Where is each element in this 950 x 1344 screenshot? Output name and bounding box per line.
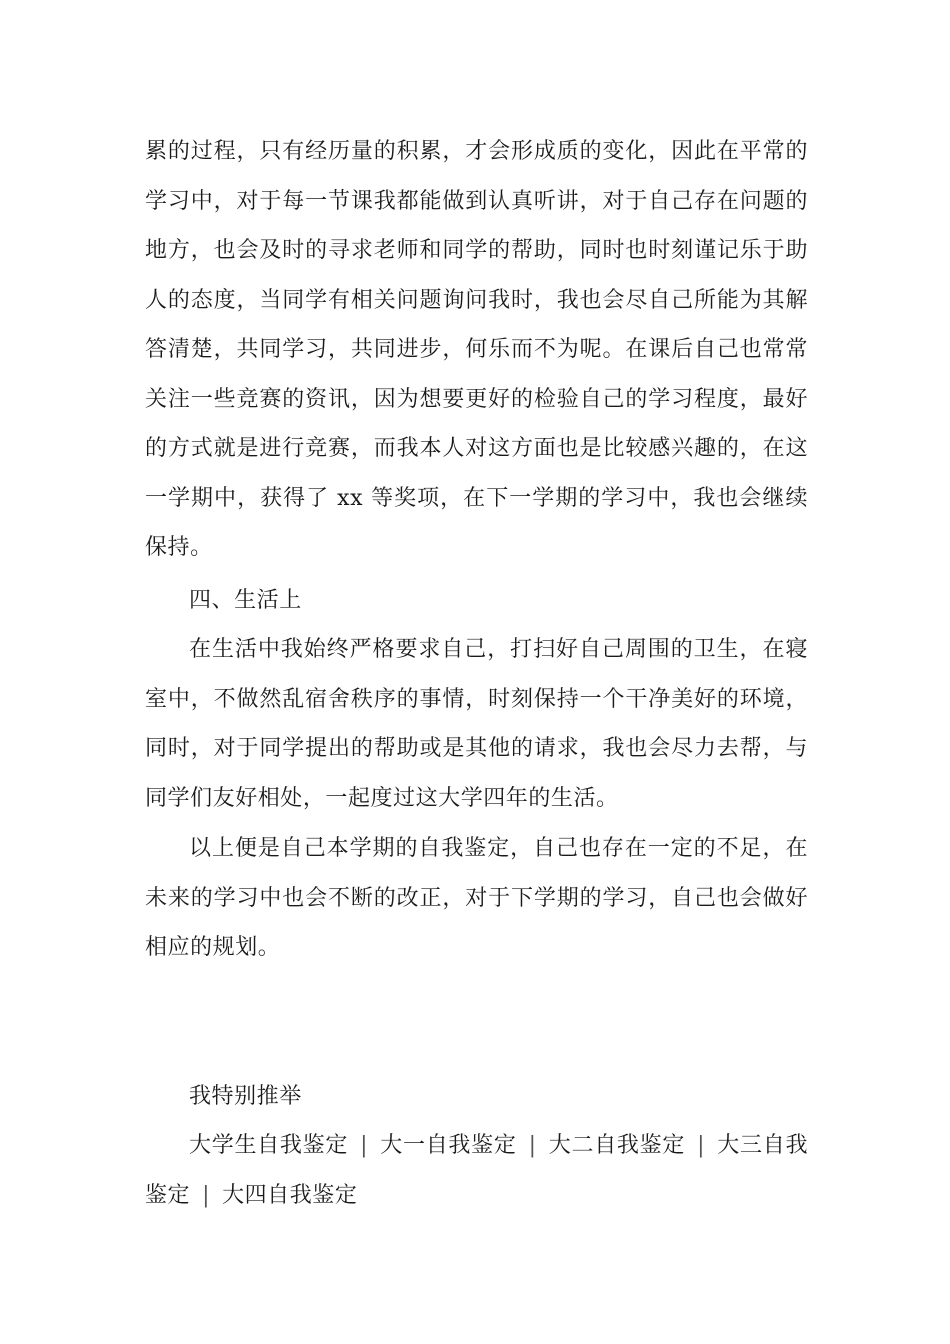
recommend-link-junior[interactable]: 大三自我鉴定 [145,1133,808,1208]
body-paragraph-life: 在生活中我始终严格要求自己，打扫好自己周围的卫生，在寝室中，不做然乱宿舍秩序的事情，时刻保持一个干净美好的环境，同时，对于同学提出的帮助或是其他的请求，我也会尽力去帮，与同学们友好相处，一起度过这大学四年的生活。 [145,637,808,811]
body-paragraph-study: 累的过程，只有经历量的积累，才会形成质的变化，因此在平常的学习中，对于每一节课我都能做到认真听讲，对于自己存在问题的地方，也会及时的寻求老师和同学的帮助，同时也时刻谨记乐于助人的态度，当同学有相关问题询问我时，我也会尽自己所能为其解答清楚，共同学习，共同进步，何乐而不为呢。在课后自己也常常关注一些竞赛的资讯，因为想要更好的检验自己的学习程度，最好的方式就是进行竞赛，而我本人对这方面也是比较感兴趣的，在这一学期中，获得了 xx 等奖项，在下一学期的学习中，我也会继续保持。 [145,139,808,560]
recommend-title: 我特别推举 [189,1084,302,1109]
link-separator: | [697,1133,706,1158]
link-separator: | [360,1133,369,1158]
recommend-links [145,1121,808,1220]
link-separator: | [528,1133,537,1158]
recommend-link-freshman[interactable]: 大一自我鉴定 [380,1133,517,1158]
body-paragraph-conclusion: 以上便是自己本学期的自我鉴定，自己也存在一定的不足，在未来的学习中也会不断的改正，对于下学期的学习，自己也会做好相应的规划。 [145,836,808,960]
recommend-link-senior[interactable]: 大四自我鉴定 [222,1182,358,1208]
recommend-link-college[interactable]: 大学生自我鉴定 [189,1133,349,1158]
recommend-link-sophomore[interactable]: 大二自我鉴定 [548,1133,686,1158]
section-heading-life: 四、生活上 [189,588,302,613]
link-separator: | [202,1182,211,1208]
